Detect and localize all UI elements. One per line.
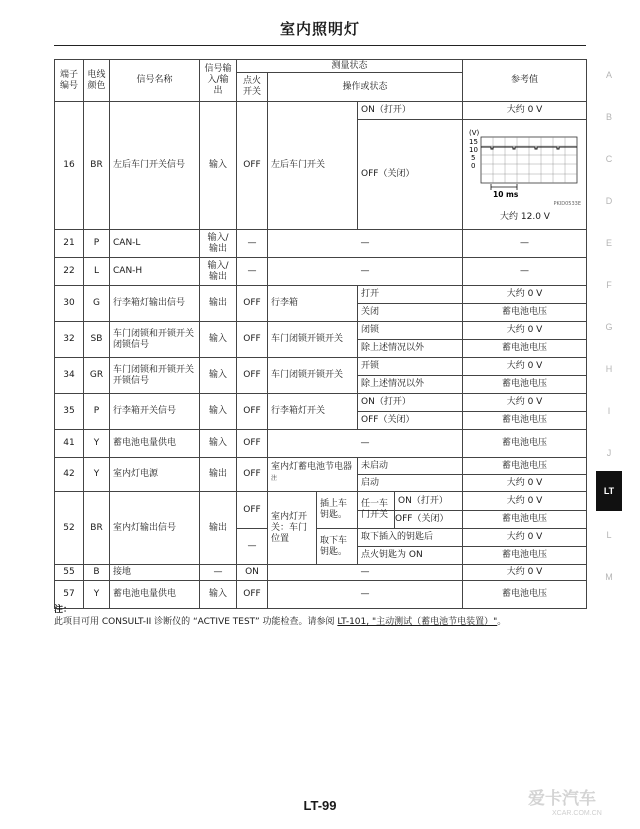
wire-color: Y <box>84 430 110 458</box>
figure-code: PKID0533E <box>553 200 582 207</box>
signal-io: 输入/输出 <box>200 258 237 286</box>
reference-value: — <box>463 230 587 258</box>
wire-color: GR <box>84 358 110 394</box>
wire-color: L <box>84 258 110 286</box>
condition: 未启动 <box>358 458 463 475</box>
section-tab-a[interactable]: A <box>605 70 612 80</box>
wave-tick: 15 <box>469 137 478 146</box>
terminal-number: 34 <box>55 358 84 394</box>
operation: 车门闭锁开锁开关 <box>268 322 358 358</box>
ignition-state: OFF <box>237 286 268 322</box>
signal-io: 输入 <box>200 322 237 358</box>
reference-value: 大约 0 V <box>463 492 587 511</box>
reference-value: 蓄电池电压 <box>463 458 587 475</box>
wire-color: BR <box>84 102 110 230</box>
condition: 取下插入的钥匙后 <box>358 529 463 547</box>
condition: 除上述情况以外 <box>358 376 463 394</box>
section-tab-lt-active[interactable]: LT <box>596 471 622 511</box>
section-tab-e[interactable]: E <box>605 238 612 248</box>
signal-name: 行李箱开关信号 <box>110 394 200 430</box>
section-tab-b[interactable]: B <box>605 112 612 122</box>
terminal-number: 41 <box>55 430 84 458</box>
reference-value: 蓄电池电压 <box>463 304 587 322</box>
operation: 行李箱 <box>268 286 358 322</box>
operation: 左后车门开关 <box>268 102 358 230</box>
reference-link[interactable]: LT-101, "主动测试（蓄电池节电装置）" <box>337 617 498 627</box>
col-signal-name: 信号名称 <box>110 60 200 102</box>
page-title: 室内照明灯 <box>279 20 360 38</box>
reference-value: 蓄电池电压 <box>463 547 587 565</box>
pulse-waveform-chart <box>469 127 581 201</box>
operation: 行李箱灯开关 <box>268 394 358 430</box>
wire-color: Y <box>84 581 110 609</box>
signal-name: 车门闭锁和开锁开关闭锁信号 <box>110 322 200 358</box>
wire-color: G <box>84 286 110 322</box>
reference-value: 大约 12.0 V <box>500 211 550 222</box>
signal-name: CAN-H <box>110 258 200 286</box>
wave-grid <box>481 137 577 183</box>
terminal-number: 57 <box>55 581 84 609</box>
terminal-number: 32 <box>55 322 84 358</box>
ignition-state: OFF <box>237 581 268 609</box>
signal-io: 输入 <box>200 358 237 394</box>
wire-color: Y <box>84 458 110 492</box>
signal-name: CAN-L <box>110 230 200 258</box>
condition: OFF（关闭） <box>358 412 463 430</box>
terminal-number: 55 <box>55 565 84 581</box>
operation <box>268 458 358 492</box>
col-wire-color: 电线颜色 <box>84 60 110 102</box>
ignition-state: OFF <box>237 458 268 492</box>
reference-value: 大约 0 V <box>463 529 587 547</box>
signal-io: 输入/输出 <box>200 230 237 258</box>
signal-io: 输入 <box>200 430 237 458</box>
ignition-state: — <box>237 258 268 286</box>
section-tab-l[interactable]: L <box>606 530 612 540</box>
col-terminal: 端子编号 <box>55 60 84 102</box>
reference-value: 大约 0 V <box>463 565 587 581</box>
ignition-state: OFF <box>237 358 268 394</box>
wire-color: P <box>84 230 110 258</box>
reference-value: 大约 0 V <box>463 394 587 412</box>
signal-name: 蓄电池电量供电 <box>110 581 200 609</box>
col-reference: 参考值 <box>463 60 587 102</box>
reference-value: 蓄电池电压 <box>463 412 587 430</box>
wave-tick: 0 <box>471 161 476 170</box>
signal-io: 输入 <box>200 102 237 230</box>
ignition-state: OFF <box>237 492 268 529</box>
ignition-state: OFF <box>237 322 268 358</box>
any-door-switch: 任一车门开关 <box>358 492 395 528</box>
reference-value: 蓄电池电压 <box>463 430 587 458</box>
section-tab-i[interactable]: I <box>607 406 611 416</box>
terminal-number: 35 <box>55 394 84 430</box>
condition: 打开 <box>358 286 463 304</box>
reference-value: 蓄电池电压 <box>463 340 587 358</box>
operation: — <box>268 430 463 458</box>
reference-waveform-cell <box>463 120 587 230</box>
terminal-number: 16 <box>55 102 84 230</box>
wave-unit: (V) <box>469 128 480 137</box>
operation-text: 室内灯蓄电池节电器 <box>271 461 353 472</box>
wire-color: B <box>84 565 110 581</box>
ignition-state: OFF <box>237 430 268 458</box>
operation: — <box>268 565 463 581</box>
section-tab-f[interactable]: F <box>606 280 612 290</box>
condition: 关闭 <box>358 304 463 322</box>
ignition-state: ON <box>237 565 268 581</box>
condition: ON（打开） <box>398 495 448 506</box>
reference-value: 大约 0 V <box>463 475 587 492</box>
terminal-spec-table <box>54 59 587 609</box>
watermark-logo: 爱卡汽车 <box>528 789 596 808</box>
condition: ON（打开） <box>358 102 463 120</box>
condition: 闭锁 <box>358 322 463 340</box>
wire-color: BR <box>84 492 110 565</box>
note-text: 此项目可用 CONSULT-II 诊断仪的 “ACTIVE TEST” 功能检查。请参阅 <box>54 617 335 627</box>
section-tab-j[interactable]: J <box>606 448 612 458</box>
terminal-number: 21 <box>55 230 84 258</box>
signal-name: 左后车门开关信号 <box>110 102 200 230</box>
terminal-number: 42 <box>55 458 84 492</box>
operation: — <box>268 581 463 609</box>
ignition-state: OFF <box>237 102 268 230</box>
condition: 点火钥匙为 ON <box>358 547 463 565</box>
condition: OFF（关闭） <box>358 511 463 529</box>
signal-name: 接地 <box>110 565 200 581</box>
key-removed: 取下车钥匙。 <box>317 529 358 565</box>
signal-io: 输出 <box>200 286 237 322</box>
reference-value: — <box>463 258 587 286</box>
section-tab-c[interactable]: C <box>605 154 613 164</box>
note-mark: 注 <box>271 474 278 482</box>
signal-io: 输出 <box>200 458 237 492</box>
title-rule <box>54 45 586 46</box>
page-number: LT-99 <box>303 798 337 813</box>
reference-value: 大约 0 V <box>463 286 587 304</box>
signal-name: 室内灯输出信号 <box>110 492 200 565</box>
ignition-state: — <box>237 230 268 258</box>
reference-value: 蓄电池电压 <box>463 581 587 609</box>
signal-io: 输入 <box>200 394 237 430</box>
section-tab-h[interactable]: H <box>605 364 613 374</box>
condition: 启动 <box>358 475 463 492</box>
reference-value: 大约 0 V <box>463 322 587 340</box>
signal-io: 输入 <box>200 581 237 609</box>
wave-scale-label: 10 ms <box>493 189 519 199</box>
condition: ON（打开） <box>358 394 463 412</box>
reference-value: 大约 0 V <box>463 358 587 376</box>
condition: 除上述情况以外 <box>358 340 463 358</box>
note-end: 。 <box>497 617 507 627</box>
section-tab-m[interactable]: M <box>605 572 613 582</box>
wave-tick: 10 <box>469 145 478 154</box>
terminal-number: 52 <box>55 492 84 565</box>
reference-value: 蓄电池电压 <box>463 376 587 394</box>
watermark-url: XCAR.COM.CN <box>552 810 602 817</box>
ignition-state: OFF <box>237 394 268 430</box>
operation: 车门闭锁开锁开关 <box>268 358 358 394</box>
signal-io: 输出 <box>200 492 237 565</box>
wire-color: SB <box>84 322 110 358</box>
col-operation: 操作或状态 <box>268 73 463 102</box>
reference-value: 蓄电池电压 <box>463 511 587 529</box>
section-tab-g[interactable]: G <box>605 322 613 332</box>
col-measure-state: 测量状态 <box>237 60 463 73</box>
signal-io: — <box>200 565 237 581</box>
section-tab-d[interactable]: D <box>605 196 613 206</box>
footnote <box>54 604 594 628</box>
wave-tick: 5 <box>471 153 476 162</box>
terminal-number: 22 <box>55 258 84 286</box>
signal-name: 蓄电池电量供电 <box>110 430 200 458</box>
terminal-number: 30 <box>55 286 84 322</box>
signal-name: 室内灯电源 <box>110 458 200 492</box>
key-inserted: 插上车钥匙。 <box>317 492 358 529</box>
operation-group: 室内灯开关：车门位置 <box>268 492 317 565</box>
signal-name: 行李箱灯输出信号 <box>110 286 200 322</box>
signal-name: 车门闭锁和开锁开关开锁信号 <box>110 358 200 394</box>
operation: — <box>268 230 463 258</box>
col-ignition: 点火开关 <box>237 73 268 102</box>
condition: OFF（关闭） <box>358 120 463 230</box>
condition: 开锁 <box>358 358 463 376</box>
note-label: 注： <box>54 605 73 615</box>
reference-value: 大约 0 V <box>463 102 587 120</box>
ignition-state: — <box>237 529 268 565</box>
operation: — <box>268 258 463 286</box>
col-signal-io: 信号输入/输出 <box>200 60 237 102</box>
wire-color: P <box>84 394 110 430</box>
